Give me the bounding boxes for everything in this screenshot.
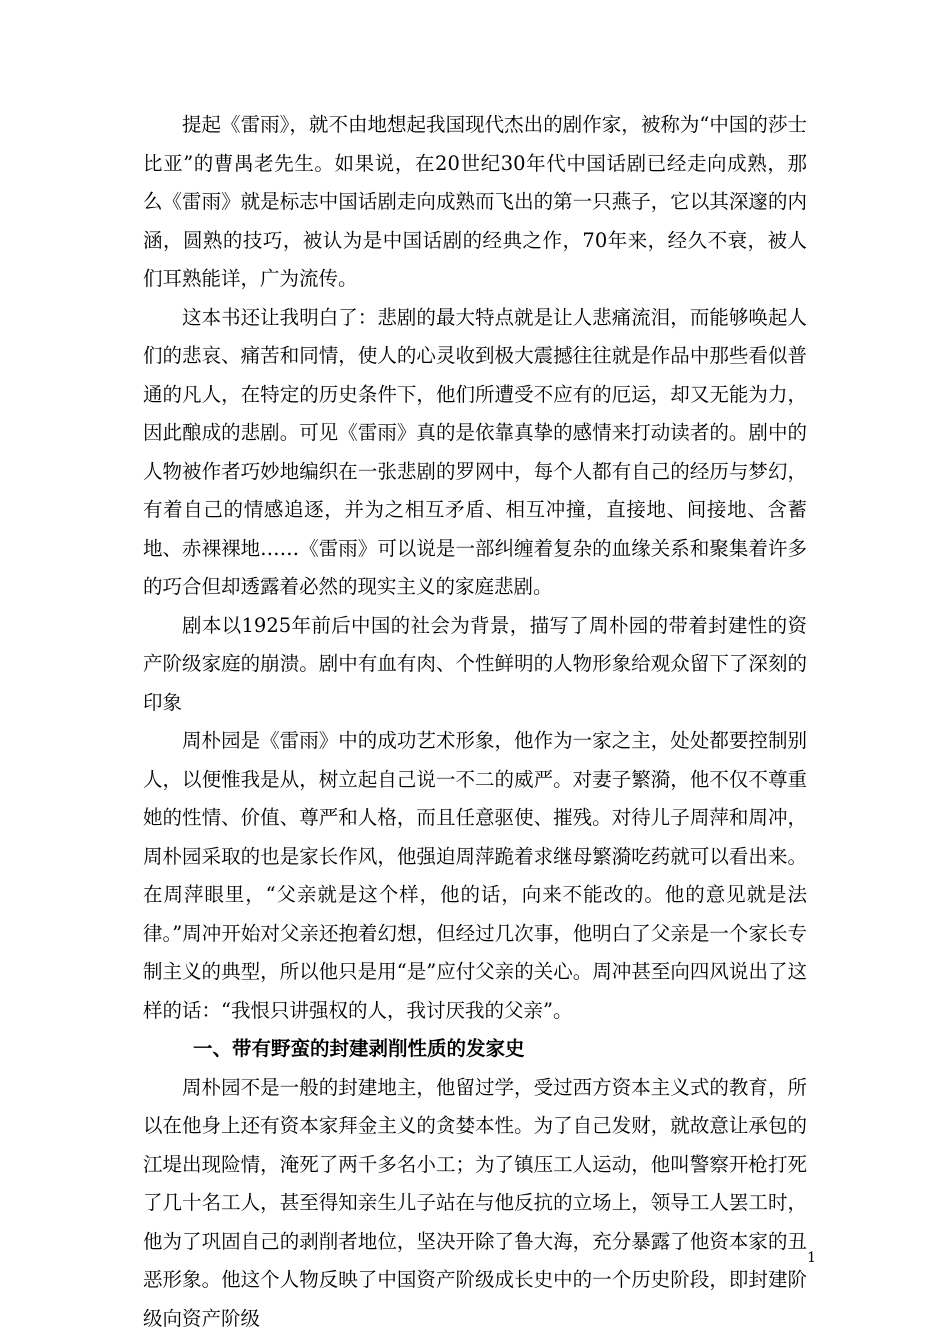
section-paragraph: 周朴园不是一般的封建地主，他留过学，受过西方资本主义式的教育，所以在他身上还有资本家拜金主义的贪婪本性。为了自己发财，就故意让承包的江堤出现险情，淹死了两千多名小工；为了镇压工人运动，他叫警察开枪打死了几十名工人，甚至得知亲生儿子站在与他反抗的立场上，领导工人罢工时，他为了巩固自己的剥削者地位，坚决开除了鲁大海，充分暴露了他资本家的丑恶形象。他这个人物反映了中国资产阶级成长史中的一个历史阶段，即封建阶级向资产阶级 xyxy=(143,1075,807,1330)
document-body xyxy=(143,106,807,1338)
page-number: 1 xyxy=(807,1250,816,1266)
paragraph-4: 周朴园是《雷雨》中的成功艺术形象，他作为一家之主，处处都要控制别人，以便惟我是从，树立起自己说一不二的威严。对妻子繁漪，他不仅不尊重她的性情、价值、尊严和人格，而且任意驱使、摧残。对待儿子周萍和周冲，周朴园采取的也是家长作风，他强迫周萍跪着求继母繁漪吃药就可以看出来。在周萍眼里，“父亲就是这个样，他的话，向来不能改的。他的意见就是法律。”周冲开始对父亲还抱着幻想，但经过几次事，他明白了父亲是一个家长专制主义的典型，所以他只是用“是”应付父亲的关心。周冲甚至向四风说出了这样的话：“我恨只讲强权的人，我讨厌我的父亲”。 xyxy=(143,729,807,1022)
paragraph-3: 剧本以1925年前后中国的社会为背景，描写了周朴园的带着封建性的资产阶级家庭的崩溃。剧中有血有肉、个性鲜明的人物形象给观众留下了深刻的印象 xyxy=(143,613,807,714)
paragraph-2: 这本书还让我明白了：悲剧的最大特点就是让人悲痛流泪，而能够唤起人们的悲哀、痛苦和同情，使人的心灵收到极大震撼往往就是作品中那些看似普通的凡人，在特定的历史条件下，他们所遭受不应有的厄运，却又无能为力，因此酿成的悲剧。可见《雷雨》真的是依靠真挚的感情来打动读者的。剧中的人物被作者巧妙地编织在一张悲剧的罗网中，每个人都有自己的经历与梦幻，有着自己的情感追逐，并为之相互矛盾、相互冲撞，直接地、间接地、含蓄地、赤裸裸地……《雷雨》可以说是一部纠缠着复杂的血缘关系和聚集着许多的巧合但却透露着必然的现实主义的家庭悲剧。 xyxy=(143,305,807,598)
paragraph-1: 提起《雷雨》，就不由地想起我国现代杰出的剧作家，被称为“中国的莎士比亚”的曹禺老先生。如果说，在20世纪30年代中国话剧已经走向成熟，那么《雷雨》就是标志中国话剧走向成熟而飞出的第一只燕子，它以其深邃的内涵，圆熟的技巧，被认为是中国话剧的经典之作，70年来，经久不衰，被人们耳熟能详，广为流传。 xyxy=(143,113,807,290)
section-heading: 一、带有野蛮的封建剥削性质的发家史 xyxy=(193,1037,525,1060)
